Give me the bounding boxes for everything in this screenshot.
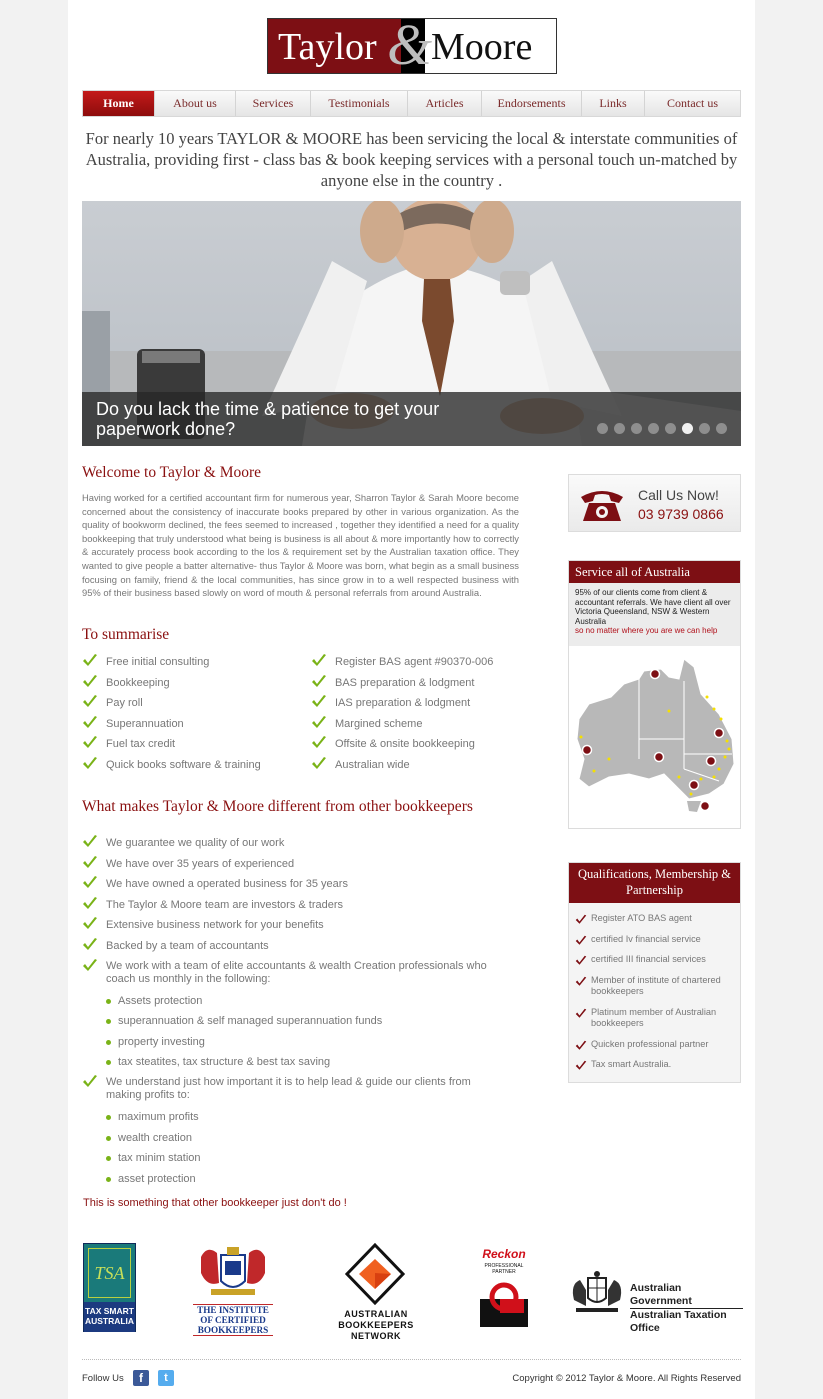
closing-text: This is something that other bookkeeper just don't do ! bbox=[83, 1197, 347, 1209]
follow-label: Follow Us bbox=[82, 1373, 124, 1384]
logo-right: Moore bbox=[425, 19, 556, 73]
australian-bookkeepers-network-logo[interactable]: AUSTRALIAN BOOKKEEPERS NETWORK bbox=[318, 1243, 434, 1333]
nav-testimonials[interactable]: Testimonials bbox=[311, 91, 408, 116]
check-icon bbox=[311, 735, 327, 751]
list-item: Free initial consulting bbox=[82, 655, 302, 669]
call-label: Call Us Now! bbox=[638, 487, 719, 503]
welcome-heading: Welcome to Taylor & Moore bbox=[82, 464, 262, 481]
check-icon bbox=[82, 715, 98, 731]
check-icon bbox=[82, 875, 98, 891]
check-icon bbox=[82, 896, 98, 912]
check-icon bbox=[82, 756, 98, 772]
check-icon bbox=[82, 916, 98, 932]
check-icon bbox=[82, 1074, 98, 1090]
list-item: certified Iv financial service bbox=[569, 934, 740, 946]
check-icon bbox=[311, 653, 327, 669]
check-icon bbox=[575, 914, 587, 926]
list-item: We understand just how important it is to help lead & guide our clients from making profits to: bbox=[82, 1076, 502, 1103]
service-box bbox=[568, 560, 741, 829]
list-item: Member of institute of chartered bookkeepers bbox=[569, 975, 740, 998]
summary-list-left bbox=[82, 655, 302, 778]
slider-dot[interactable] bbox=[648, 423, 659, 434]
check-icon bbox=[82, 834, 98, 850]
qualifications-heading: Qualifications, Membership & Partnership bbox=[569, 863, 740, 903]
list-item: Register BAS agent #90370-006 bbox=[311, 655, 531, 669]
list-item: BAS preparation & lodgment bbox=[311, 676, 531, 690]
check-icon bbox=[575, 1008, 587, 1020]
list-item: wealth creation bbox=[82, 1131, 502, 1145]
check-icon bbox=[82, 694, 98, 710]
list-item: Australian wide bbox=[311, 758, 531, 772]
abn-diamond-icon bbox=[345, 1243, 405, 1305]
list-item: certified III financial services bbox=[569, 954, 740, 966]
list-item: Backed by a team of accountants bbox=[82, 939, 502, 953]
check-icon bbox=[311, 694, 327, 710]
list-item: Superannuation bbox=[82, 717, 302, 731]
crest-icon bbox=[193, 1243, 273, 1299]
list-item: maximum profits bbox=[82, 1110, 502, 1124]
list-item: Quicken professional partner bbox=[569, 1039, 740, 1051]
coat-of-arms-icon bbox=[568, 1270, 626, 1314]
logo-ampersand: & bbox=[387, 18, 433, 74]
list-item: We have owned a operated business for 35 years bbox=[82, 877, 502, 891]
list-item: Tax smart Australia. bbox=[569, 1059, 740, 1071]
summary-list-right bbox=[311, 655, 531, 778]
reckon-professional-partner-logo[interactable]: Reckon PROFESSIONAL PARTNER bbox=[480, 1247, 528, 1333]
list-item: The Taylor & Moore team are investors & traders bbox=[82, 898, 502, 912]
institute-certified-bookkeepers-logo[interactable]: THE INSTITUTE OF CERTIFIED BOOKKEEPERS bbox=[193, 1243, 273, 1333]
list-item: Platinum member of Australian bookkeepers bbox=[569, 1007, 740, 1030]
list-item: superannuation & self managed superannuation funds bbox=[82, 1014, 502, 1028]
summary-heading: To summarise bbox=[82, 626, 170, 643]
check-icon bbox=[82, 674, 98, 690]
nav-endorsements[interactable]: Endorsements bbox=[482, 91, 582, 116]
ato-logo[interactable]: Australian Government Australian Taxation Office bbox=[568, 1270, 743, 1316]
nav-articles[interactable]: Articles bbox=[408, 91, 482, 116]
understand-sub-list bbox=[82, 1110, 502, 1186]
intro-text: For nearly 10 years TAYLOR & MOORE has been servicing the local & interstate communities of Australia, providing first - class bas & book keeping services with a personal touch un-matched by anyone else in the country . bbox=[85, 129, 738, 190]
call-box[interactable] bbox=[568, 474, 741, 532]
slider-dot[interactable] bbox=[597, 423, 608, 434]
qualifications-list bbox=[569, 903, 740, 1071]
elite-sub-list bbox=[82, 994, 502, 1070]
hero-caption-bar bbox=[82, 392, 741, 446]
reckon-mark-icon bbox=[480, 1279, 528, 1327]
different-heading: What makes Taylor & Moore different from other bookkeepers bbox=[82, 798, 473, 815]
nav-services[interactable]: Services bbox=[236, 91, 311, 116]
check-icon bbox=[575, 976, 587, 988]
check-icon bbox=[311, 715, 327, 731]
site-logo[interactable] bbox=[267, 18, 557, 74]
check-icon bbox=[82, 735, 98, 751]
qualifications-box bbox=[568, 862, 741, 1083]
nav-contact-us[interactable]: Contact us bbox=[667, 96, 718, 110]
tax-smart-australia-logo[interactable]: TSA TAX SMART AUSTRALIA bbox=[83, 1243, 136, 1332]
list-item: We work with a team of elite accountants & wealth Creation professionals who coach us monthly in the following: bbox=[82, 960, 502, 987]
slider-dot[interactable] bbox=[631, 423, 642, 434]
check-icon bbox=[82, 855, 98, 871]
nav-home[interactable]: Home bbox=[83, 91, 155, 116]
slider-dot[interactable] bbox=[614, 423, 625, 434]
australia-map bbox=[569, 649, 740, 829]
list-item: Assets protection bbox=[82, 994, 502, 1008]
check-icon bbox=[575, 935, 587, 947]
different-section bbox=[82, 836, 502, 1192]
page bbox=[68, 0, 755, 1399]
list-item: Extensive business network for your benefits bbox=[82, 918, 502, 932]
check-icon bbox=[82, 958, 98, 974]
list-item: Offsite & onsite bookkeeping bbox=[311, 737, 531, 751]
list-item: Margined scheme bbox=[311, 717, 531, 731]
list-item: IAS preparation & lodgment bbox=[311, 696, 531, 710]
list-item: We guarantee we quality of our work bbox=[82, 836, 502, 850]
twitter-icon[interactable]: t bbox=[158, 1370, 174, 1386]
check-icon bbox=[575, 955, 587, 967]
slider-dot[interactable] bbox=[716, 423, 727, 434]
slider-dot[interactable] bbox=[682, 423, 693, 434]
list-item: property investing bbox=[82, 1035, 502, 1049]
check-icon bbox=[82, 653, 98, 669]
list-item: asset protection bbox=[82, 1172, 502, 1186]
list-item: tax minim station bbox=[82, 1151, 502, 1165]
hero-caption: Do you lack the time & patience to get your paperwork done? bbox=[96, 399, 440, 439]
service-heading: Service all of Australia bbox=[569, 561, 740, 583]
copyright: Copyright © 2012 Taylor & Moore. All Rights Reserved bbox=[512, 1373, 741, 1384]
phone-icon bbox=[579, 487, 625, 523]
logo-left: Taylor bbox=[268, 19, 401, 73]
check-icon bbox=[575, 1040, 587, 1052]
list-item: Register ATO BAS agent bbox=[569, 913, 740, 925]
list-item: We have over 35 years of experienced bbox=[82, 857, 502, 871]
service-highlight: so no matter where you are we can help bbox=[575, 626, 718, 636]
nav-about-us[interactable]: About us bbox=[155, 91, 236, 116]
check-icon bbox=[311, 756, 327, 772]
check-icon bbox=[311, 674, 327, 690]
facebook-icon[interactable]: f bbox=[133, 1370, 149, 1386]
list-item: tax steatites, tax structure & best tax saving bbox=[82, 1055, 502, 1069]
footer-divider bbox=[82, 1359, 741, 1360]
nav-links[interactable]: Links bbox=[582, 91, 645, 116]
call-number[interactable]: 03 9739 0866 bbox=[638, 506, 724, 522]
different-list bbox=[82, 836, 502, 953]
list-item: Fuel tax credit bbox=[82, 737, 302, 751]
slider-dot[interactable] bbox=[665, 423, 676, 434]
slider-dots bbox=[597, 423, 727, 434]
welcome-body: Having worked for a certified accountant firm for numerous year, Sharron Taylor & Sarah Moore become concerned about the consistency of inaccurate books prepared by other in various organization. As the quality of bookworm declined, the fees seemed to increased , together they identified a need for a quality bookkeeping that truly understood what being is business is all about & more importantly how to correctly & accurately process book according to the los & requirement set by the Australian taxation office. They wanted to give people a batter alternative- thus Taylor & Moore was born, what begin as a small business focusing on family, friend & the local communities, has since grow in to a well respected business with 95% of their business based slowly on word of mouth & personal referrals from around Australia. bbox=[82, 492, 519, 599]
slider-dot[interactable] bbox=[699, 423, 710, 434]
main-nav bbox=[82, 90, 741, 117]
hero-slider[interactable] bbox=[82, 201, 741, 446]
list-item: Bookkeeping bbox=[82, 676, 302, 690]
service-text: 95% of our clients come from client & accountant referrals. We have client all over Victoria Queensland, NSW & Western Australia bbox=[575, 588, 731, 626]
list-item: Pay roll bbox=[82, 696, 302, 710]
check-icon bbox=[575, 1060, 587, 1072]
list-item: Quick books software & training bbox=[82, 758, 302, 772]
check-icon bbox=[82, 937, 98, 953]
